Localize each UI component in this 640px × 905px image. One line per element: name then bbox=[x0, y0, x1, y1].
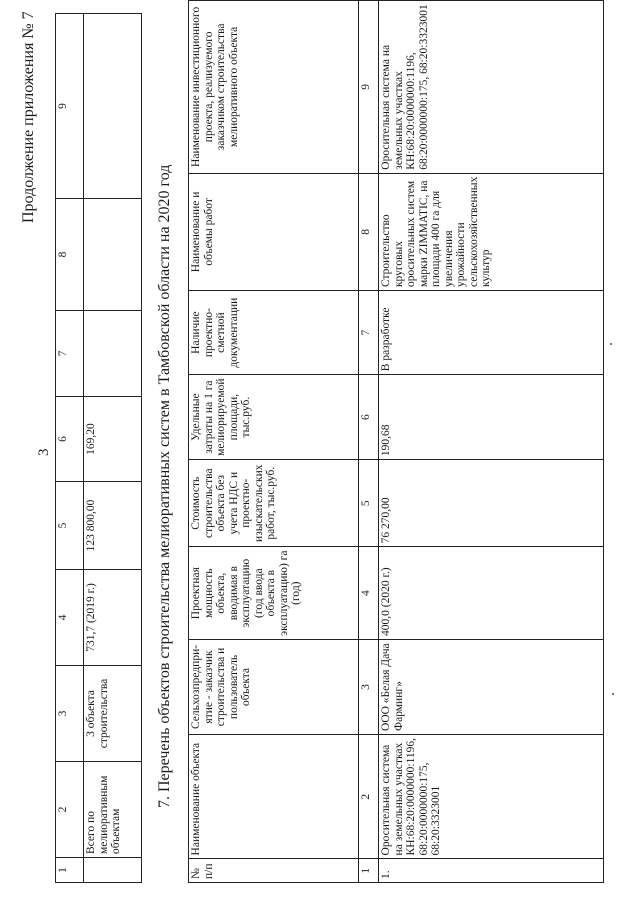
column-number: 8 bbox=[56, 199, 84, 311]
totals-row bbox=[84, 14, 142, 883]
objects-table bbox=[188, 0, 604, 883]
totals-table bbox=[55, 13, 142, 883]
header-cell-works: Наименование и объемы работ bbox=[189, 173, 359, 290]
column-number: 9 bbox=[359, 1, 379, 174]
objects-table-header-row bbox=[189, 1, 359, 883]
column-number: 6 bbox=[359, 375, 379, 460]
page-number: 3 bbox=[36, 448, 52, 456]
totals-cell-label: Всего по мелиоративным объектам bbox=[84, 762, 142, 858]
works-cell: Строительство круговых оросительных систем марки ZIMMATIC, на площади 400 га для увеличения урожайности сельскохозяйственных культур bbox=[379, 173, 604, 290]
object-name-cell: Оросительная система на земельных участках КН:68:20:0000000:1196, 68:20:0000000:175, 68:20:3323001 bbox=[379, 734, 604, 858]
header-cell-cost: Стоимость строительства объекта без учета НДС и проектно-изыскательских работ, тыс.руб. bbox=[189, 460, 359, 547]
row-number-cell: 1. bbox=[379, 859, 604, 883]
totals-cell-capacity: 731,7 (2019 г.) bbox=[84, 570, 142, 666]
totals-cell-cost: 123 800,00 bbox=[84, 482, 142, 570]
header-cell-unit-cost: Удельные затраты на 1 га мелиорируемой площади, тыс.руб. bbox=[189, 375, 359, 460]
column-number: 1 bbox=[56, 858, 84, 883]
totals-cell-works bbox=[84, 199, 142, 311]
column-number: 2 bbox=[359, 734, 379, 858]
header-cell-customer: Сельхозпредпри-ятие - заказчик строительства и пользователь объекта bbox=[189, 639, 359, 734]
column-number: 4 bbox=[56, 570, 84, 666]
header-cell-capacity: Проектная мощность объекта, вводимая в эксплуатацию (год ввода объекта в эксплуатацию) га (год) bbox=[189, 547, 359, 640]
header-cell-documentation: Наличие проектно-сметной документации bbox=[189, 291, 359, 375]
totals-cell-objects: 3 объекта строительства bbox=[84, 666, 142, 762]
objects-table-number-row bbox=[359, 1, 379, 883]
scan-speck bbox=[612, 693, 614, 695]
cost-cell: 76 270,00 bbox=[379, 460, 604, 547]
column-number: 6 bbox=[56, 397, 84, 482]
header-cell-object-name: Наименование объекта bbox=[189, 734, 359, 858]
column-number: 5 bbox=[359, 460, 379, 547]
column-number: 1 bbox=[359, 859, 379, 883]
documentation-cell: В разработке bbox=[379, 291, 604, 375]
continuation-header: Продолжение приложения № 7 bbox=[20, 11, 37, 223]
project-cell: Оросительная система на земельных участках КН:68:20:0000000:1196, 68:20:0000000:175, 68:20:3323001 bbox=[379, 1, 604, 174]
totals-table-number-row bbox=[56, 14, 84, 883]
column-number: 3 bbox=[359, 639, 379, 734]
capacity-cell: 400,0 (2020 г.) bbox=[379, 547, 604, 640]
column-number: 9 bbox=[56, 14, 84, 199]
header-cell-project: Наименование инвестиционного проекта, реализуемого заказчиком строительства мелиоративного объекта bbox=[189, 1, 359, 174]
header-cell-number: № п/п bbox=[189, 859, 359, 883]
table-row bbox=[379, 1, 604, 883]
column-number: 5 bbox=[56, 482, 84, 570]
customer-cell: ООО «Белая Дача Фарминг» bbox=[379, 639, 604, 734]
totals-cell-project bbox=[84, 14, 142, 199]
column-number: 3 bbox=[56, 666, 84, 762]
unit-cost-cell: 190,68 bbox=[379, 375, 604, 460]
column-number: 2 bbox=[56, 762, 84, 858]
totals-cell-unit-cost: 169,20 bbox=[84, 397, 142, 482]
column-number: 4 bbox=[359, 547, 379, 640]
column-number: 7 bbox=[359, 291, 379, 375]
section-title: 7. Перечень объектов строительства мелиоративных систем в Тамбовской области на 2020 год bbox=[156, 164, 173, 808]
column-number: 7 bbox=[56, 311, 84, 397]
column-number: 8 bbox=[359, 173, 379, 290]
scan-speck bbox=[610, 343, 612, 345]
totals-cell-number bbox=[84, 858, 142, 883]
totals-cell-documentation bbox=[84, 311, 142, 397]
